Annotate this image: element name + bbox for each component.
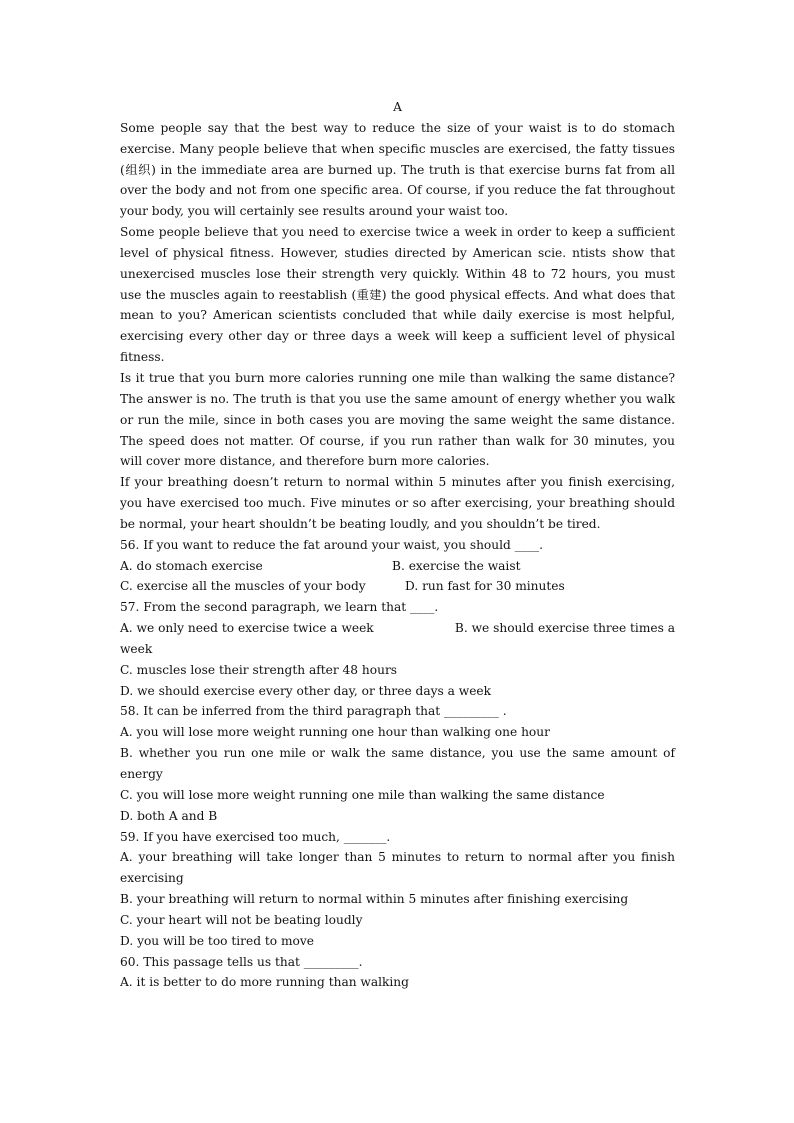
- passage-paragraph-4: If your breathing doesn’t return to normal within 5 minutes after you finish exercising, you have exercised too much. Five minutes or so after exercising, your breathing should be normal, your heart shouldn’t be beating loudly, and you shouldn’t be tired.: [120, 475, 675, 531]
- question-58-option-c: C. you will lose more weight running one mile than walking the same distance: [120, 787, 605, 802]
- passage-paragraph-2: Some people believe that you need to exercise twice a week in order to keep a sufficient level of physical fitness. However, studies directed by American scie. ntists show that unexercised muscles lose their strength very quickly. Within 48 to 72 hours, you must use the muscles again to reestablish (重建) the good physical effects. And what does that mean to you? American scientists concluded that while daily exercise is most helpful, exercising every other day or three days a week will keep a sufficient level of physical fitness.: [120, 225, 675, 365]
- question-56-option-b: B. exercise the waist: [392, 558, 521, 573]
- question-59-option-c: C. your heart will not be beating loudly: [120, 912, 363, 927]
- question-57-option-a: A. we only need to exercise twice a week: [120, 621, 374, 636]
- question-60-stem: 60. This passage tells us that _________.: [120, 954, 363, 969]
- question-56-option-a: A. do stomach exercise: [120, 558, 263, 573]
- question-60-option-a: A. it is better to do more running than walking: [120, 975, 409, 990]
- question-59-option-b: B. your breathing will return to normal within 5 minutes after finishing exercising: [120, 892, 629, 907]
- question-56-options-row-1: [120, 556, 675, 577]
- question-57-option-b: B. we should exercise three times a: [454, 621, 675, 636]
- question-58-option-d: D. both A and B: [120, 808, 218, 823]
- passage-paragraph-1: Some people say that the best way to reduce the size of your waist is to do stomach exercise. Many people believe that when specific muscles are exercised, the fatty tissues (组织) in the immediate area are burned up. The truth is that exercise burns fat from all over the body and not from one specific area. Of course, if you reduce the fat throughout your body, you will certainly see results around your waist too.: [120, 120, 675, 219]
- question-56-option-d: D. run fast for 30 minutes: [405, 579, 565, 594]
- document-page: [120, 97, 675, 993]
- question-57-options-row-1: [120, 618, 675, 639]
- passage-heading: A: [393, 100, 402, 114]
- question-56-options-row-2: [120, 576, 675, 597]
- question-56-stem: 56. If you want to reduce the fat around your waist, you should ____.: [120, 537, 543, 552]
- question-59-option-a: A. your breathing will take longer than 5 minutes to return to normal after you finish exercising: [120, 850, 675, 886]
- question-59-option-d: D. you will be too tired to move: [120, 933, 314, 948]
- question-57-stem: 57. From the second paragraph, we learn that ____.: [120, 600, 439, 615]
- question-59-stem: 59. If you have exercised too much, _______.: [120, 829, 391, 844]
- passage-paragraph-3: Is it true that you burn more calories running one mile than walking the same distance? The answer is no. The truth is that you use the same amount of energy whether you walk or run the mile, since in both cases you are moving the same weight the same distance. The speed does not matter. Of course, if you run rather than walk for 30 minutes, you will cover more distance, and therefore burn more calories.: [120, 370, 675, 469]
- question-57-option-c: C. muscles lose their strength after 48 hours: [120, 662, 398, 677]
- question-58-option-b: B. whether you run one mile or walk the same distance, you use the same amount of energy: [120, 746, 675, 781]
- question-56-option-c: C. exercise all the muscles of your body: [120, 579, 366, 594]
- question-57-option-b-continued: week: [120, 641, 153, 656]
- question-58-option-a: A. you will lose more weight running one hour than walking one hour: [120, 725, 550, 740]
- question-57-option-d: D. we should exercise every other day, or three days a week: [120, 683, 492, 698]
- question-58-stem: 58. It can be inferred from the third paragraph that _________ .: [120, 704, 507, 719]
